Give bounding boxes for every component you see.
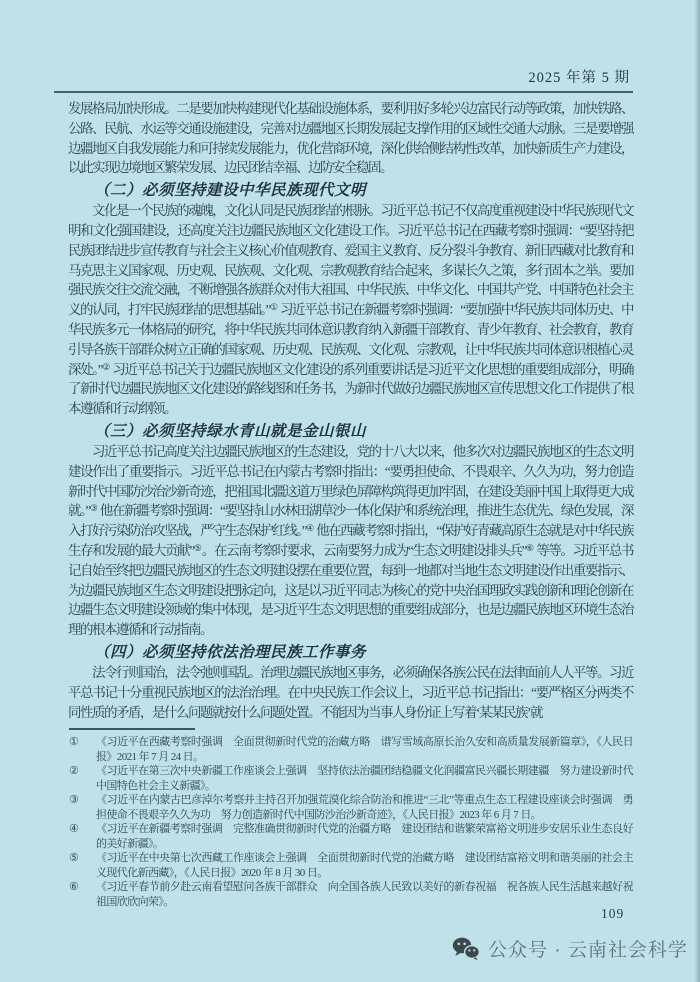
footnote-text: 《习近平在新疆考察时强调 完整准确贯彻新时代党的治疆方略 建设团结和谐繁荣富裕文明进步安居乐业生态良好的美好新疆》。: [96, 823, 633, 850]
body-paragraph: 法令行则国治，法令弛则国乱。治理边疆民族地区事务，必须确保各族公民在法律面前人人平等。习近平总书记十分重视民族地区的法治治理。在中央民族工作会议上，习近平总书记指出：“要严格区分两类不同性质的矛盾，是什么问题就按什么问题处置。不能因为当事人身份证上写着‘某某民族’就: [68, 664, 633, 720]
body-paragraph: 文化是一个民族的魂魄，文化认同是民族团结的根脉。习近平总书记不仅高度重视建设中华民族现代文明和文化强国建设，还高度关注边疆民族地区文化建设工作。习近平总书记在西藏考察时强调：“要坚持把民族团结进步宣传教育与社会主义核心价值观教育、爱国主义教育、反分裂斗争教育、新旧西藏对比教育和马克思主义国家观、历史观、民族观、文化观、宗教观教育结合起来，多谋长久之策，多行固本之举。要加强民族交往交流交融，不断增强各族群众对伟大祖国、中华民族、中华文化、中国共产党、中国特色社会主义的认同，打牢民族团结的思想基础。”① 习近平总书记在新疆考察时强调：“要加强中华民族共同体历史、中华民族多元一体格局的研究，将中华民族共同体意识教育纳入新疆干部教育、青少年教育、社会教育，教育引导各族干部群众树立正确的国家观、历史观、民族观、文化观、宗教观，让中华民族共同体意识根植心灵深处。”② 习近平总书记关于边疆民族地区文化建设的系列重要讲话是习近平文化思想的重要组成部分，明确了新时代边疆民族地区文化建设的路线图和任务书，为新时代做好边疆民族地区宣传思想文化工作提供了根本遵循和行动纲领。: [68, 203, 633, 417]
footnote-item: [69, 822, 633, 851]
section-heading: （四）必须坚持依法治理民族工作事务: [94, 643, 367, 661]
footnote-item: [69, 851, 633, 880]
article-body: [68, 99, 633, 722]
footnote-marker: ③: [69, 794, 79, 806]
body-paragraph: 发展格局加快形成。二是要加快构建现代化基础设施体系，要利用好多轮兴边富民行动等政策，加快铁路、公路、民航、水运等交通设施建设，完善对边疆地区长期发展起支撑作用的区域性交通大动脉。三是要增强边疆地区自我发展能力和可持续发展能力，优化营商环境，深化供给侧结构性改革，加快新质生产力建设，以此实现边境地区繁荣发展、边民团结幸福、边防安全稳固。: [68, 101, 633, 176]
footnote-text: 《习近平在第三次中央新疆工作座谈会上强调 坚持依法治疆团结稳疆文化润疆富民兴疆长期建疆 努力建设新时代中国特色社会主义新疆》。: [96, 765, 633, 792]
footnote-text: 《习近平在西藏考察时强调 全面贯彻新时代党的治藏方略 谱写雪域高原长治久安和高质量发展新篇章》，《人民日报》2021 年 7 月 24 日。: [96, 736, 633, 763]
footnote-marker: ⑥: [69, 881, 79, 893]
footnote-item: [69, 735, 633, 764]
scan-edge-shadow: [694, 0, 700, 982]
footnote-marker: ⑤: [69, 852, 79, 864]
footnote-item: [69, 793, 633, 822]
footnote-marker: ①: [69, 736, 79, 748]
footnote-marker: ②: [69, 765, 79, 777]
section-heading: （三）必须坚持绿水青山就是金山银山: [94, 422, 367, 440]
footnote-item: [69, 880, 633, 909]
wechat-watermark: [452, 935, 688, 962]
journal-issue-label: 2025 年第 5 期: [528, 70, 630, 86]
page-number: 109: [601, 906, 625, 921]
footnotes: [69, 735, 633, 909]
body-paragraph: 习近平总书记高度关注边疆民族地区的生态建设，党的十八大以来，他多次对边疆民族地区的生态文明建设作出了重要指示。习近平总书记在内蒙古考察时指出：“要勇担使命、不畏艰辛、久久为功，努力创造新时代中国防沙治沙新奇迹，把祖国北疆这道万里绿色屏障构筑得更加牢固，在建设美丽中国上取得更大成就。”③ 他在新疆考察时强调：“要坚持山水林田湖草沙一体化保护和系统治理，推进生态优先、绿色发展，深入打好污染防治攻坚战，严守生态保护红线。”④ 他在西藏考察时指出，“保护好青藏高原生态就是对中华民族生存和发展的最大贡献”⑤。在云南考察时要求，云南要努力成为“生态文明建设排头兵”⑥ 等等。习近平总书记自始至终把边疆民族地区的生态文明建设摆在重要位置，每到一地都对当地生态文明建设作出重要指示、为边疆民族地区生态文明建设把脉定向，这是以习近平同志为核心的党中央治国理政实践创新和理论创新在边疆生态文明建设领域的集中体现，是习近平生态文明思想的重要组成部分，也是边疆民族地区环境生态治理的根本遵循和行动指南。: [68, 443, 634, 638]
wechat-account-label: 公众号 · 云南社会科学: [488, 940, 688, 961]
footnote-text: 《习近平在中央第七次西藏工作座谈会上强调 全面贯彻新时代党的治藏方略 建设团结富裕文明和谐美丽的社会主义现代化新西藏》，《人民日报》2020 年 8 月 30 日。: [96, 852, 633, 879]
footnote-separator: [69, 728, 195, 730]
section-heading: （二）必须坚持建设中华民族现代文明: [94, 182, 367, 200]
footnote-item: [69, 764, 633, 793]
footnote-text: 《习近平春节前夕赴云南看望慰问各族干部群众 向全国各族人民致以美好的新春祝福 祝各族人民生活越来越好祝祖国欣欣向荣》。: [96, 881, 633, 908]
footnote-text: 《习近平在内蒙古巴彦淖尔考察并主持召开加强荒漠化综合防治和推进“三北”等重点生态工程建设座谈会时强调 勇担使命不畏艰辛久久为功 努力创造新时代中国防沙治沙新奇迹》，《人民日报》2023 年 6 月 7 日。: [96, 794, 633, 821]
footnote-marker: ④: [69, 823, 79, 835]
wechat-icon: [452, 937, 480, 961]
header-rule: [54, 91, 633, 93]
